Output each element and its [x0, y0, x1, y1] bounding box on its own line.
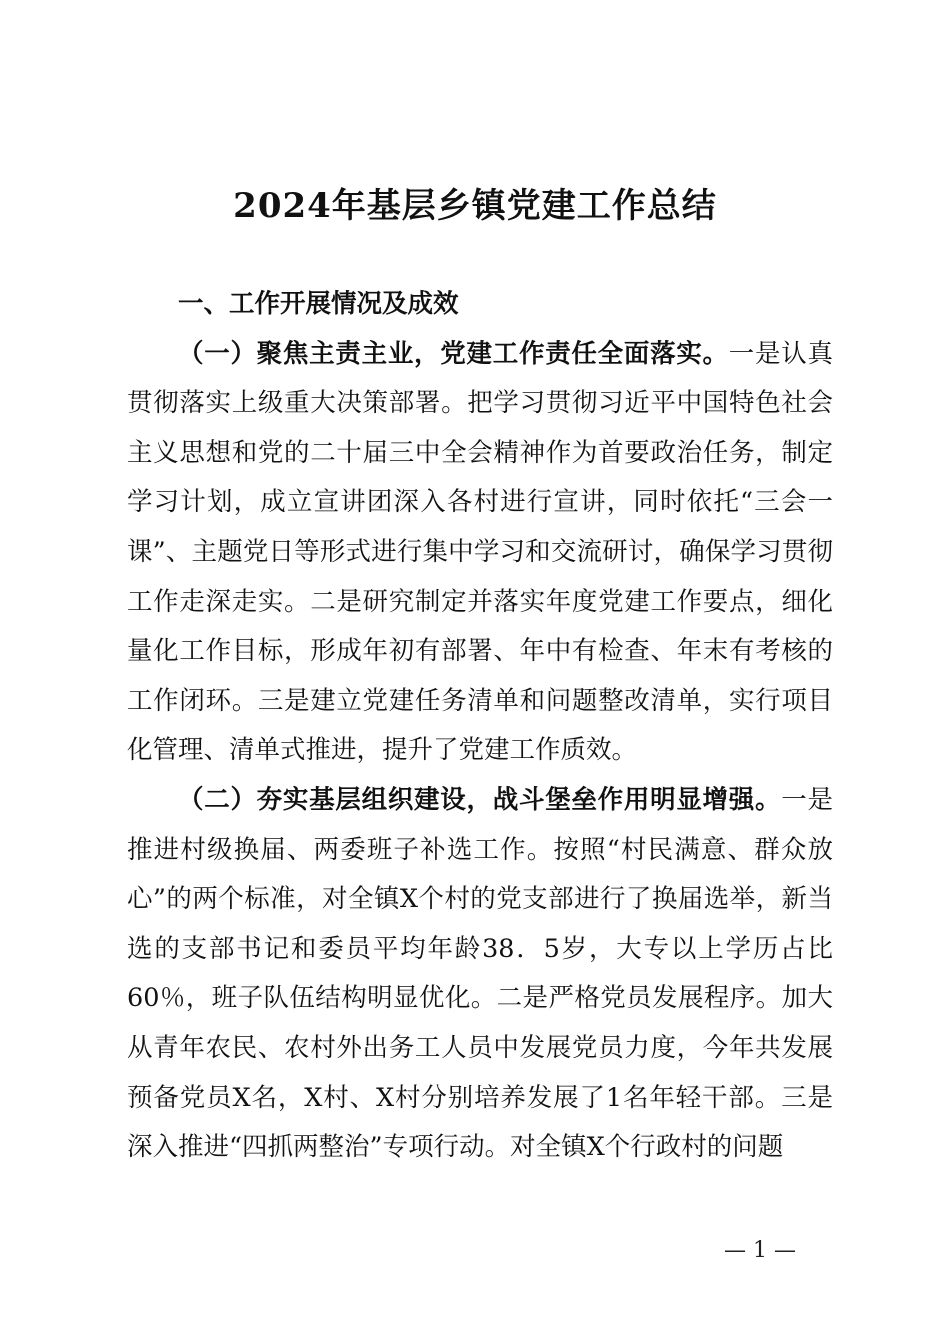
paragraph-2-text: 一是推进村级换届、两委班子补选工作。按照“村民满意、群众放心”的两个标准，对全镇X个村的党支部进行了换届选举，新当选的支部书记和委员平均年龄38．5岁，大专以上学历占比60％，班子队伍结构明显优化。二是严格党员发展程序。加大从青年农民、农村外出务工人员中发展党员力度，今年共发展预备党员X名，X村、X村分别培养发展了1名年轻干部。三是深入推进“四抓两整治”专项行动。对全镇X个行政村的问题	[127, 784, 833, 1163]
section-heading: 一、工作开展情况及成效	[178, 289, 459, 319]
paragraph-2	[127, 776, 833, 1173]
paragraph-2-lead: （二）夯实基层组织建设，战斗堡垒作用明显增强。	[178, 784, 782, 815]
document-title: 2024年基层乡镇党建工作总结	[233, 186, 717, 226]
paragraph-1-text: 一是认真贯彻落实上级重大决策部署。把学习贯彻习近平中国特色社会主义思想和党的二十届三中全会精神作为首要政治任务，制定学习计划，成立宣讲团深入各村进行宣讲，同时依托“三会一课”、主题党日等形式进行集中学习和交流研讨，确保学习贯彻工作走深走实。二是研究制定并落实年度党建工作要点，细化量化工作目标，形成年初有部署、年中有检查、年末有考核的工作闭环。三是建立党建任务清单和问题整改清单，实行项目化管理、清单式推进，提升了党建工作质效。	[127, 338, 833, 766]
paragraph-1	[127, 330, 833, 776]
document-body	[127, 280, 833, 1173]
page-number: — 1 —	[724, 1238, 796, 1263]
paragraph-1-lead: （一）聚焦主责主业，党建工作责任全面落实。	[178, 338, 729, 369]
